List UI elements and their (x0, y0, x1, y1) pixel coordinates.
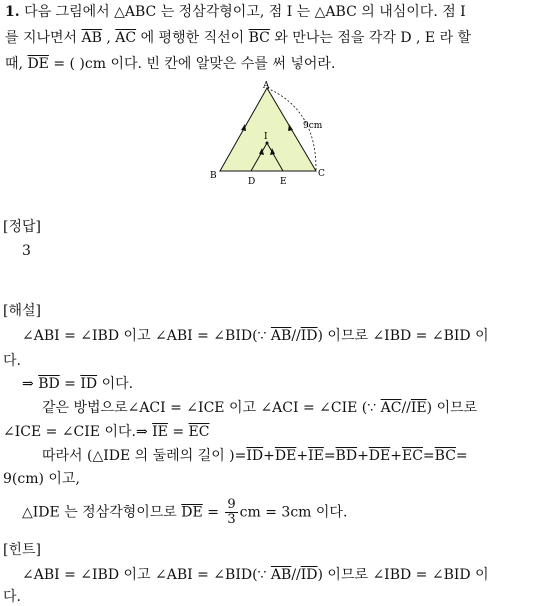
text: 이다. (101, 376, 134, 392)
text: 같은 방법으로∠ACI = ∠ICE 이고 ∠ACI = ∠CIE (∵ (42, 400, 377, 416)
label-c: C (318, 169, 325, 179)
hint-line-2: 다. (3, 589, 21, 605)
parallel-sign: // (291, 328, 301, 344)
segment-ec: $\overline{EC}$ (188, 424, 210, 440)
text: ⇒ (22, 376, 34, 392)
problem-line-2 (5, 29, 471, 47)
explanation-line-3 (22, 375, 133, 393)
segment-bd: $\overline{BD}$ (335, 448, 358, 464)
answer-header: [정답] (3, 219, 41, 235)
segment-bc: $\overline{BC}$ (248, 30, 270, 46)
parallel-sign: // (401, 400, 411, 416)
text: cm = 3cm 이다. (239, 504, 348, 521)
segment-de: $\overline{DE}$ (27, 56, 49, 72)
segment-bd: $\overline{BD}$ (38, 376, 60, 392)
explanation-header: [해설] (3, 303, 41, 319)
equals-sign: = (323, 448, 336, 464)
segment-ac: $\overline{AC}$ (115, 30, 137, 46)
fraction-denominator: 3 (227, 512, 236, 527)
fraction-numerator: 9 (227, 497, 236, 512)
parallel-sign: // (291, 567, 301, 583)
equals-sign: = (422, 448, 435, 464)
text: 에 평행한 직선이 (140, 30, 245, 46)
label-e: E (280, 177, 287, 187)
text: ∠ABI = ∠IBD 이고 ∠ABI = ∠BID(∵ (22, 567, 267, 583)
triangle-abc (220, 88, 316, 171)
text: ∠ABI = ∠IBD 이고 ∠ABI = ∠BID(∵ (22, 328, 267, 344)
label-b: B (210, 171, 217, 181)
equals-sign: = (207, 504, 219, 521)
text: , (101, 30, 116, 46)
segment-id: $\overline{ID}$ (80, 376, 98, 392)
explanation-line-2: 다. (3, 353, 21, 369)
plus-sign: + (263, 448, 275, 464)
text: △IDE 는 정삼각형이므로 (22, 504, 177, 521)
text: ∠ICE = ∠CIE 이다.⇒ (3, 424, 148, 440)
explanation-line-1 (22, 327, 489, 345)
plus-sign: + (390, 448, 402, 464)
text: 따라서 (△IDE 의 둘레의 길이 )= (42, 448, 247, 464)
label-i: I (264, 132, 268, 142)
explanation-line-7: 9(cm) 이고, (3, 471, 80, 487)
equals-sign: = (455, 448, 468, 464)
text: = (172, 424, 185, 440)
explanation-line-8 (22, 498, 347, 527)
label-d: D (248, 177, 256, 187)
explanation-line-4 (42, 399, 477, 417)
segment-ie: $\overline{IE}$ (152, 424, 168, 440)
arrow-ab (241, 124, 246, 131)
segment-de: $\overline{DE}$ (181, 504, 203, 521)
triangle-figure (205, 80, 335, 190)
answer-value: 3 (22, 243, 31, 259)
text: 를 지나면서 (5, 30, 78, 46)
segment-de: $\overline{DE}$ (368, 448, 391, 464)
segment-id: $\overline{ID}$ (300, 328, 318, 344)
problem-line-3 (5, 55, 335, 73)
fraction (225, 498, 237, 527)
segment-ab: $\overline{AB}$ (270, 567, 292, 583)
problem-line-1 (5, 3, 466, 21)
text: = ( )cm 이다. 빈 칸에 알맞은 수를 써 넣어라. (53, 56, 336, 72)
segment-ab: $\overline{AB}$ (270, 328, 292, 344)
explanation-line-5 (3, 423, 209, 441)
text: = (64, 376, 76, 392)
explanation-line-6 (42, 447, 468, 465)
label-a: A (263, 81, 270, 91)
segment-id: $\overline{ID}$ (300, 567, 318, 583)
text: ) 이므로 ∠IBD = ∠BID 이 (317, 567, 489, 583)
segment-id: $\overline{ID}$ (246, 448, 264, 464)
segment-ie: $\overline{IE}$ (308, 448, 324, 464)
plus-sign: + (357, 448, 369, 464)
segment-ec: $\overline{EC}$ (401, 448, 423, 464)
text: 와 만나는 점을 각각 D , E 라 할 (274, 30, 472, 46)
label-length: 9cm (303, 121, 323, 131)
text: 때, (5, 56, 23, 72)
segment-ac: $\overline{AC}$ (380, 400, 402, 416)
hint-line-1 (22, 566, 489, 584)
text: ) 이므로 ∠IBD = ∠BID 이 (317, 328, 489, 344)
plus-sign: + (296, 448, 309, 464)
text: ) 이므로 (426, 400, 478, 416)
segment-ie: $\overline{IE}$ (410, 400, 427, 416)
hint-header: [힌트] (3, 542, 41, 558)
segment-ab: $\overline{AB}$ (81, 30, 102, 46)
problem-number: 1. (5, 4, 20, 20)
segment-de: $\overline{DE}$ (274, 448, 297, 464)
problem-text: 다음 그림에서 △ABC 는 정삼각형이고, 점 I 는 △ABC 의 내심이다. 점 I (24, 4, 466, 20)
segment-bc: $\overline{BC}$ (434, 448, 456, 464)
